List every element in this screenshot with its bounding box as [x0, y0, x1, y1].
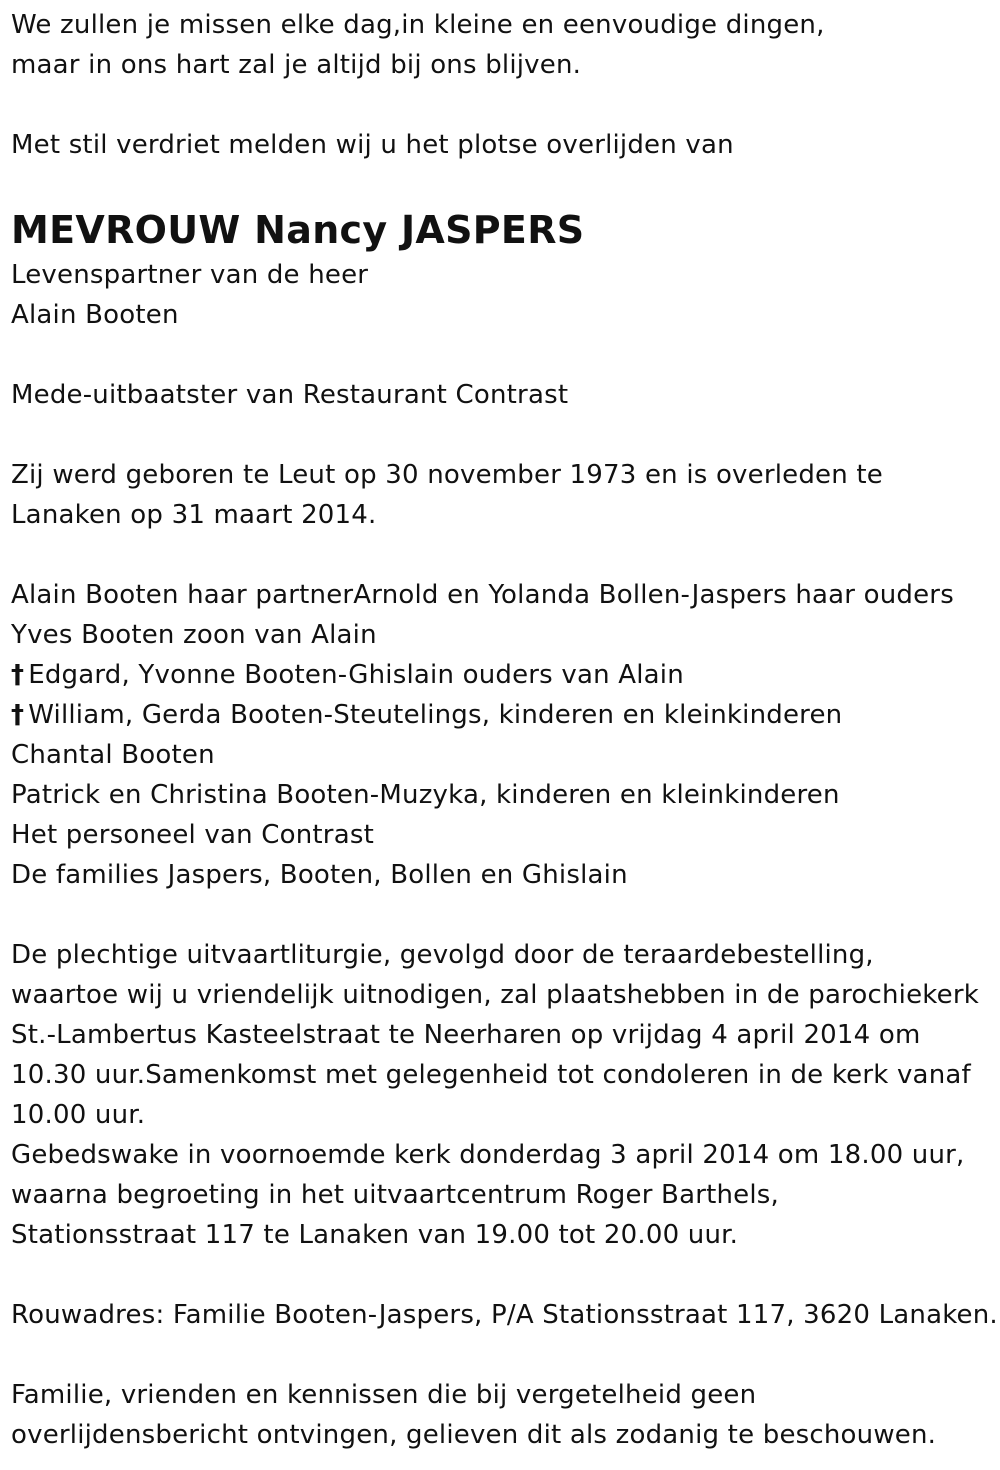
family-member-text: Yves Booten zoon van Alain [11, 620, 377, 650]
ceremony-line: Gebedswake in voornoemde kerk donderdag 3 april 2014 om 18.00 uur, [11, 1140, 965, 1170]
cross-icon: † [11, 700, 25, 730]
birth-death-line: Lanaken op 31 maart 2014. [11, 500, 377, 530]
family-member-line [11, 855, 996, 895]
occupation-text: Mede-uitbaatster van Restaurant Contrast [11, 380, 569, 410]
partner-line: Alain Booten [11, 300, 179, 330]
partner-info [11, 255, 996, 335]
cross-icon: † [11, 660, 25, 690]
family-member-text: Alain Booten haar partnerArnold en Yolanda Bollen-Jaspers haar ouders [11, 580, 954, 610]
family-member-text: Edgard, Yvonne Booten-Ghislain ouders van Alain [28, 660, 684, 690]
ceremony-line: St.-Lambertus Kasteelstraat te Neerharen op vrijdag 4 april 2014 om [11, 1020, 921, 1050]
family-member-line [11, 775, 996, 815]
family-member-text: De families Jaspers, Booten, Bollen en Ghislain [11, 860, 628, 890]
ceremony-info [11, 935, 996, 1255]
family-member-line [11, 655, 996, 695]
birth-death-info [11, 455, 996, 535]
intro-verse [11, 5, 996, 85]
ceremony-line: 10.30 uur.Samenkomst met gelegenheid tot condoleren in de kerk vanaf [11, 1060, 971, 1090]
intro-line: We zullen je missen elke dag,in kleine en eenvoudige dingen, [11, 10, 825, 40]
ceremony-line: 10.00 uur. [11, 1100, 146, 1130]
ceremony-line: waarna begroeting in het uitvaartcentrum Roger Barthels, [11, 1180, 780, 1210]
deceased-name: MEVROUW Nancy JASPERS [11, 208, 585, 252]
intro-line: maar in ons hart zal je altijd bij ons blijven. [11, 50, 582, 80]
family-member-text: William, Gerda Booten-Steutelings, kinderen en kleinkinderen [28, 700, 843, 730]
family-list [11, 575, 996, 895]
ceremony-line: Stationsstraat 117 te Lanaken van 19.00 tot 20.00 uur. [11, 1220, 739, 1250]
ceremony-line: De plechtige uitvaartliturgie, gevolgd door de teraardebestelling, [11, 940, 874, 970]
mourning-address: Rouwadres: Familie Booten-Jaspers, P/A Stationsstraat 117, 3620 Lanaken. [11, 1300, 998, 1330]
family-member-line [11, 735, 996, 775]
partner-line: Levenspartner van de heer [11, 260, 369, 290]
ceremony-line: waartoe wij u vriendelijk uitnodigen, zal plaatshebben in de parochiekerk [11, 980, 979, 1010]
family-member-text: Patrick en Christina Booten-Muzyka, kinderen en kleinkinderen [11, 780, 840, 810]
family-member-text: Het personeel van Contrast [11, 820, 374, 850]
obituary-document [11, 5, 996, 1455]
family-member-line [11, 695, 996, 735]
birth-death-line: Zij werd geboren te Leut op 30 november 1973 en is overleden te [11, 460, 883, 490]
family-member-line [11, 815, 996, 855]
family-member-line [11, 575, 996, 615]
closing-line: Familie, vrienden en kennissen die bij vergetelheid geen [11, 1380, 757, 1410]
closing-line: overlijdensbericht ontvingen, gelieven dit als zodanig te beschouwen. [11, 1420, 937, 1450]
family-member-text: Chantal Booten [11, 740, 215, 770]
closing-note [11, 1375, 996, 1455]
announcement-text: Met stil verdriet melden wij u het plotse overlijden van [11, 130, 734, 160]
family-member-line [11, 615, 996, 655]
